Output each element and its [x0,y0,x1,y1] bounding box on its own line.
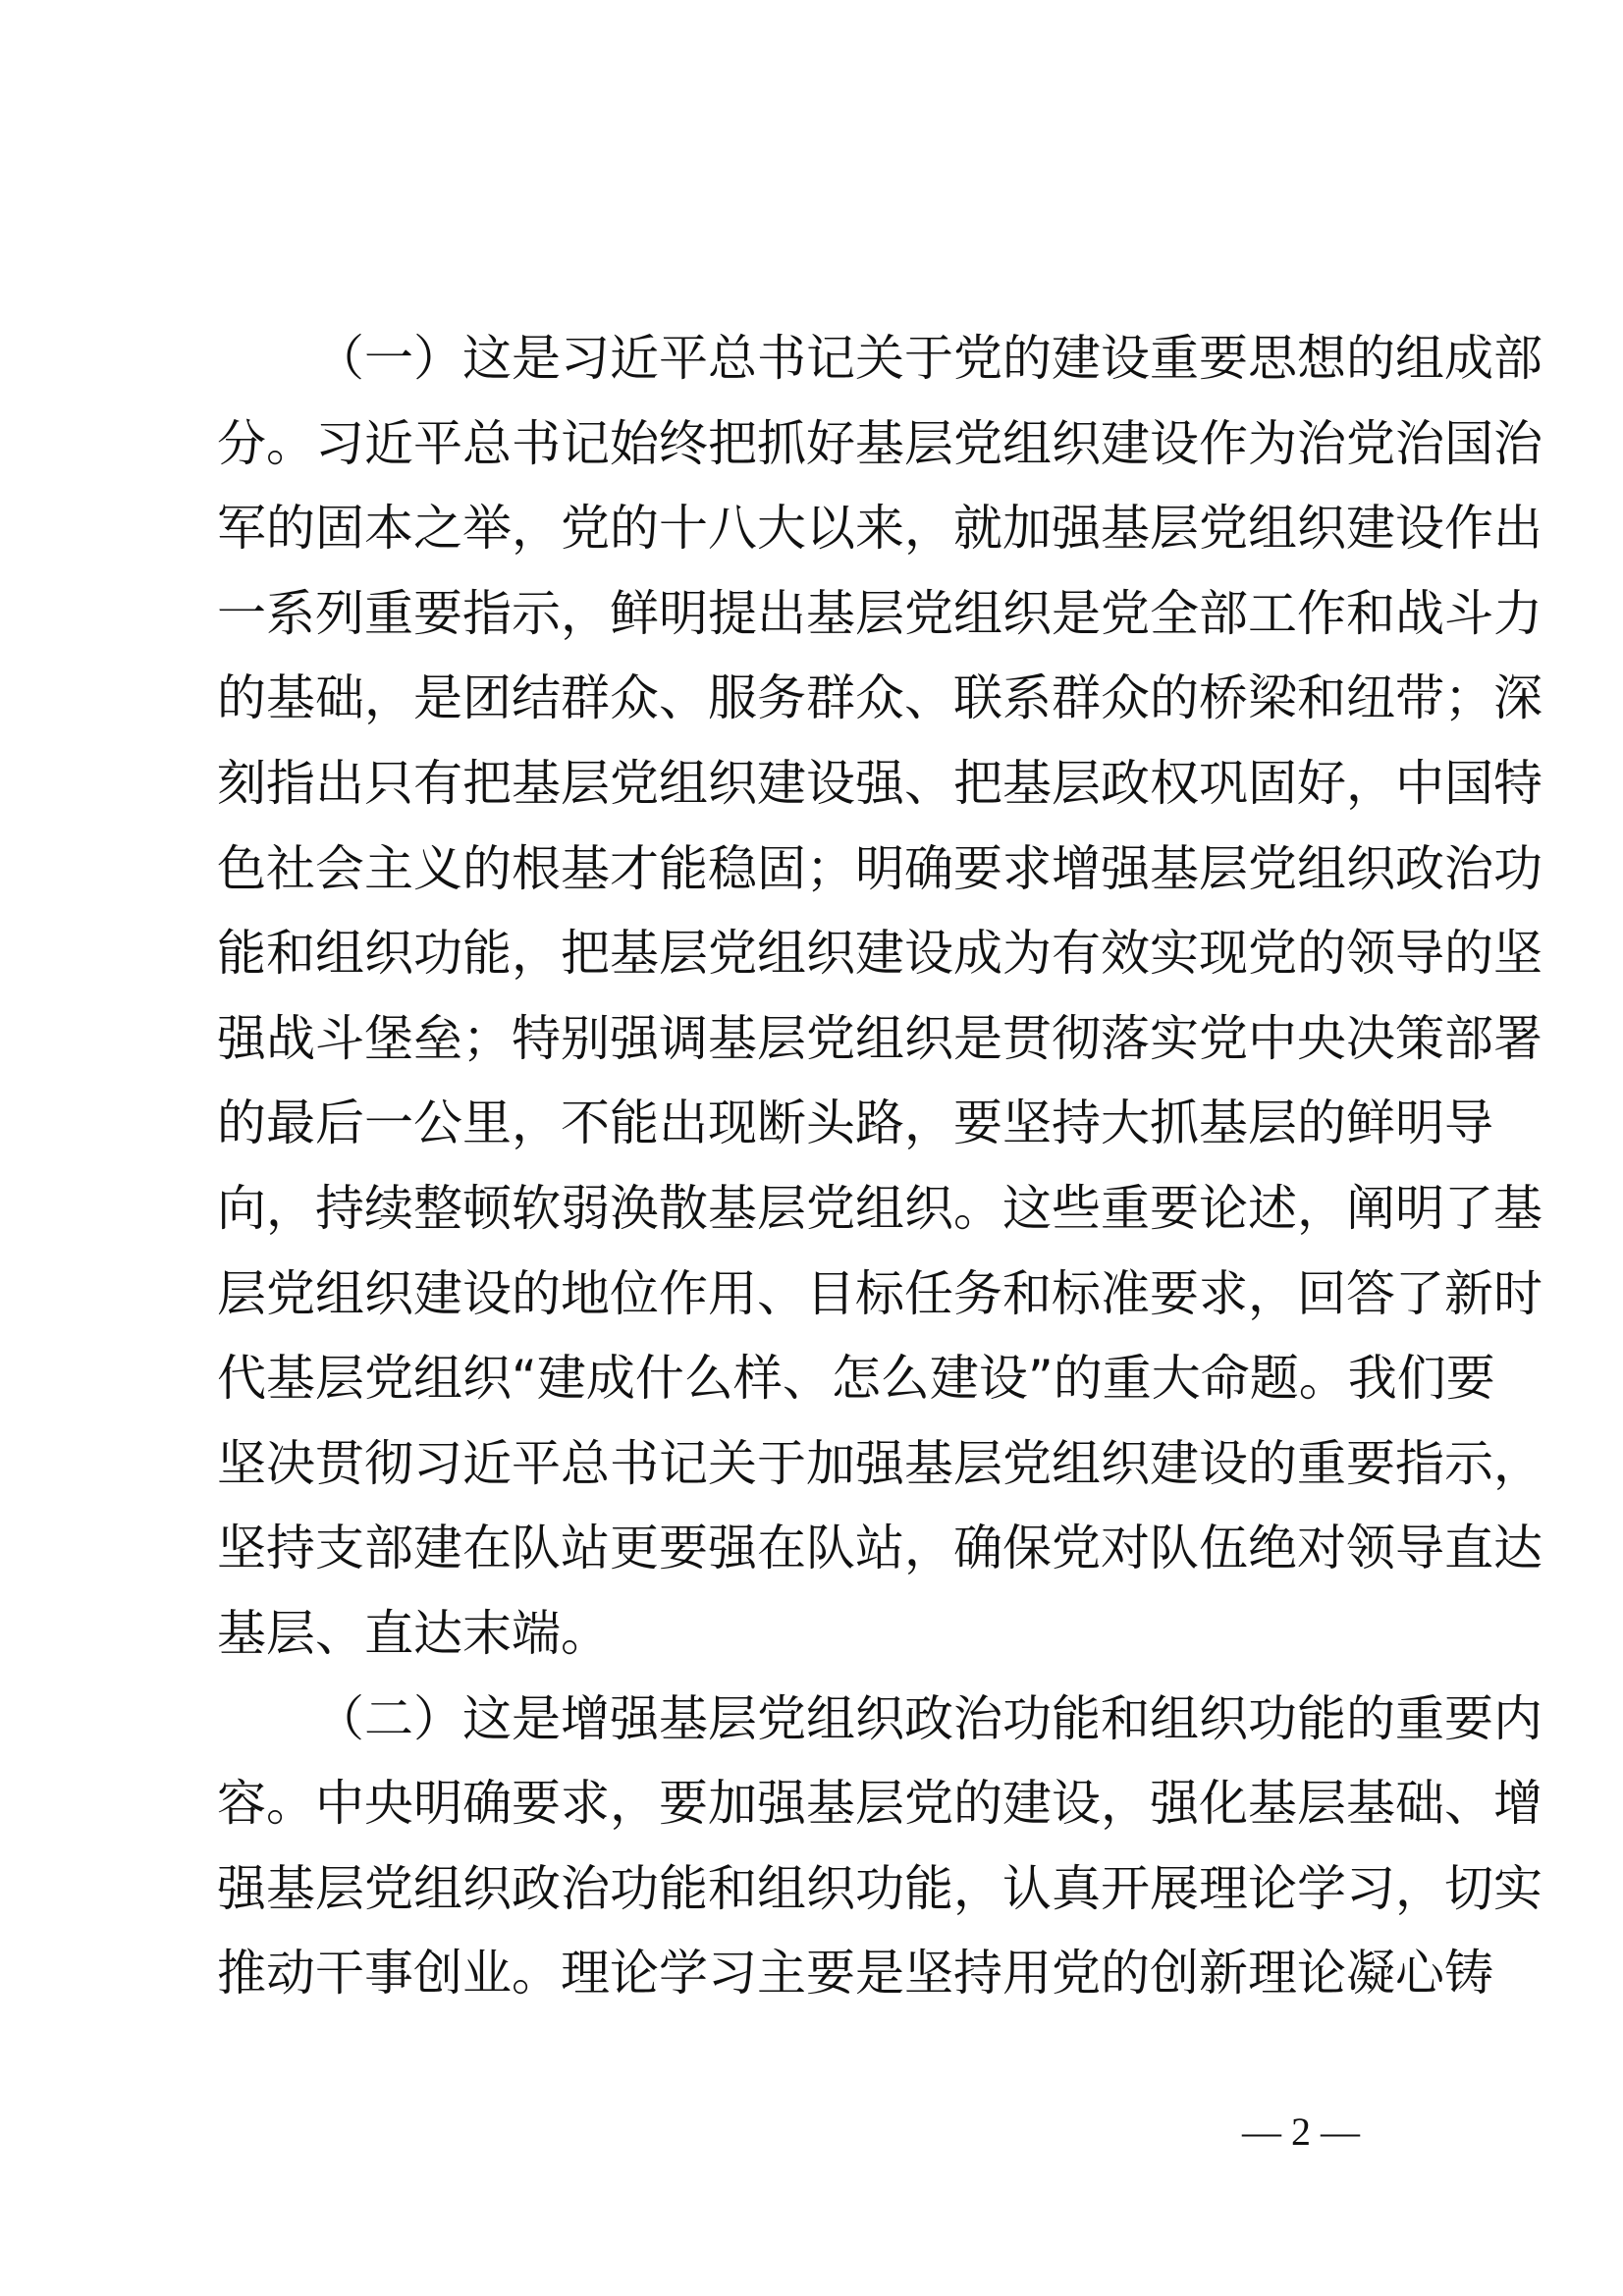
text-line: 军的固本之举，党的十八大以来，就加强基层党组织建设作出 [217,500,1542,558]
paragraph-2 [217,1677,1542,2016]
paragraph-1 [217,316,1542,1677]
text-line: 强基层党组织政治功能和组织功能，认真开展理论学习，切实 [217,1859,1542,1917]
document-body [217,316,1542,2016]
text-line: 强战斗堡垒；特别强调基层党组织是贯彻落实党中央决策部署 [217,1009,1542,1067]
text-line: 一系列重要指示，鲜明提出基层党组织是党全部工作和战斗力 [217,584,1542,642]
text-line: 代基层党组织“建成什么样、怎么建设”的重大命题。我们要 [217,1350,1495,1408]
text-line: 坚决贯彻习近平总书记关于加强基层党组织建设的重要指示， [217,1434,1542,1492]
text-line: 能和组织功能，把基层党组织建设成为有效实现党的领导的坚 [217,925,1542,983]
text-line: 层党组织建设的地位作用、目标任务和标准要求，回答了新时 [217,1264,1542,1322]
text-line: 基层、直达末端。 [217,1604,610,1662]
text-line: 向，持续整顿软弱涣散基层党组织。这些重要论述，阐明了基 [217,1179,1542,1237]
text-line: 推动干事创业。理论学习主要是坚持用党的创新理论凝心铸 [217,1945,1493,2002]
text-line: （一）这是习近平总书记关于党的建设重要思想的组成部 [315,330,1542,387]
text-line: （二）这是增强基层党组织政治功能和组织功能的重要内 [315,1689,1542,1747]
text-line: 分。习近平总书记始终把抓好基层党组织建设作为治党治国治 [217,414,1542,472]
text-line: 色社会主义的根基才能稳固；明确要求增强基层党组织政治功 [217,839,1542,897]
text-line: 坚持支部建在队站更要强在队站，确保党对队伍绝对领导直达 [217,1520,1542,1577]
text-line: 的最后一公里，不能出现断头路，要坚持大抓基层的鲜明导 [217,1095,1493,1152]
text-line: 刻指出只有把基层党组织建设强、把基层政权巩固好，中国特 [217,754,1542,812]
page-number: — 2 — [1242,2109,1360,2154]
text-line: 的基础，是团结群众、服务群众、联系群众的桥梁和纽带；深 [217,669,1542,727]
text-line: 容。中央明确要求，要加强基层党的建设，强化基层基础、增 [217,1775,1542,1833]
